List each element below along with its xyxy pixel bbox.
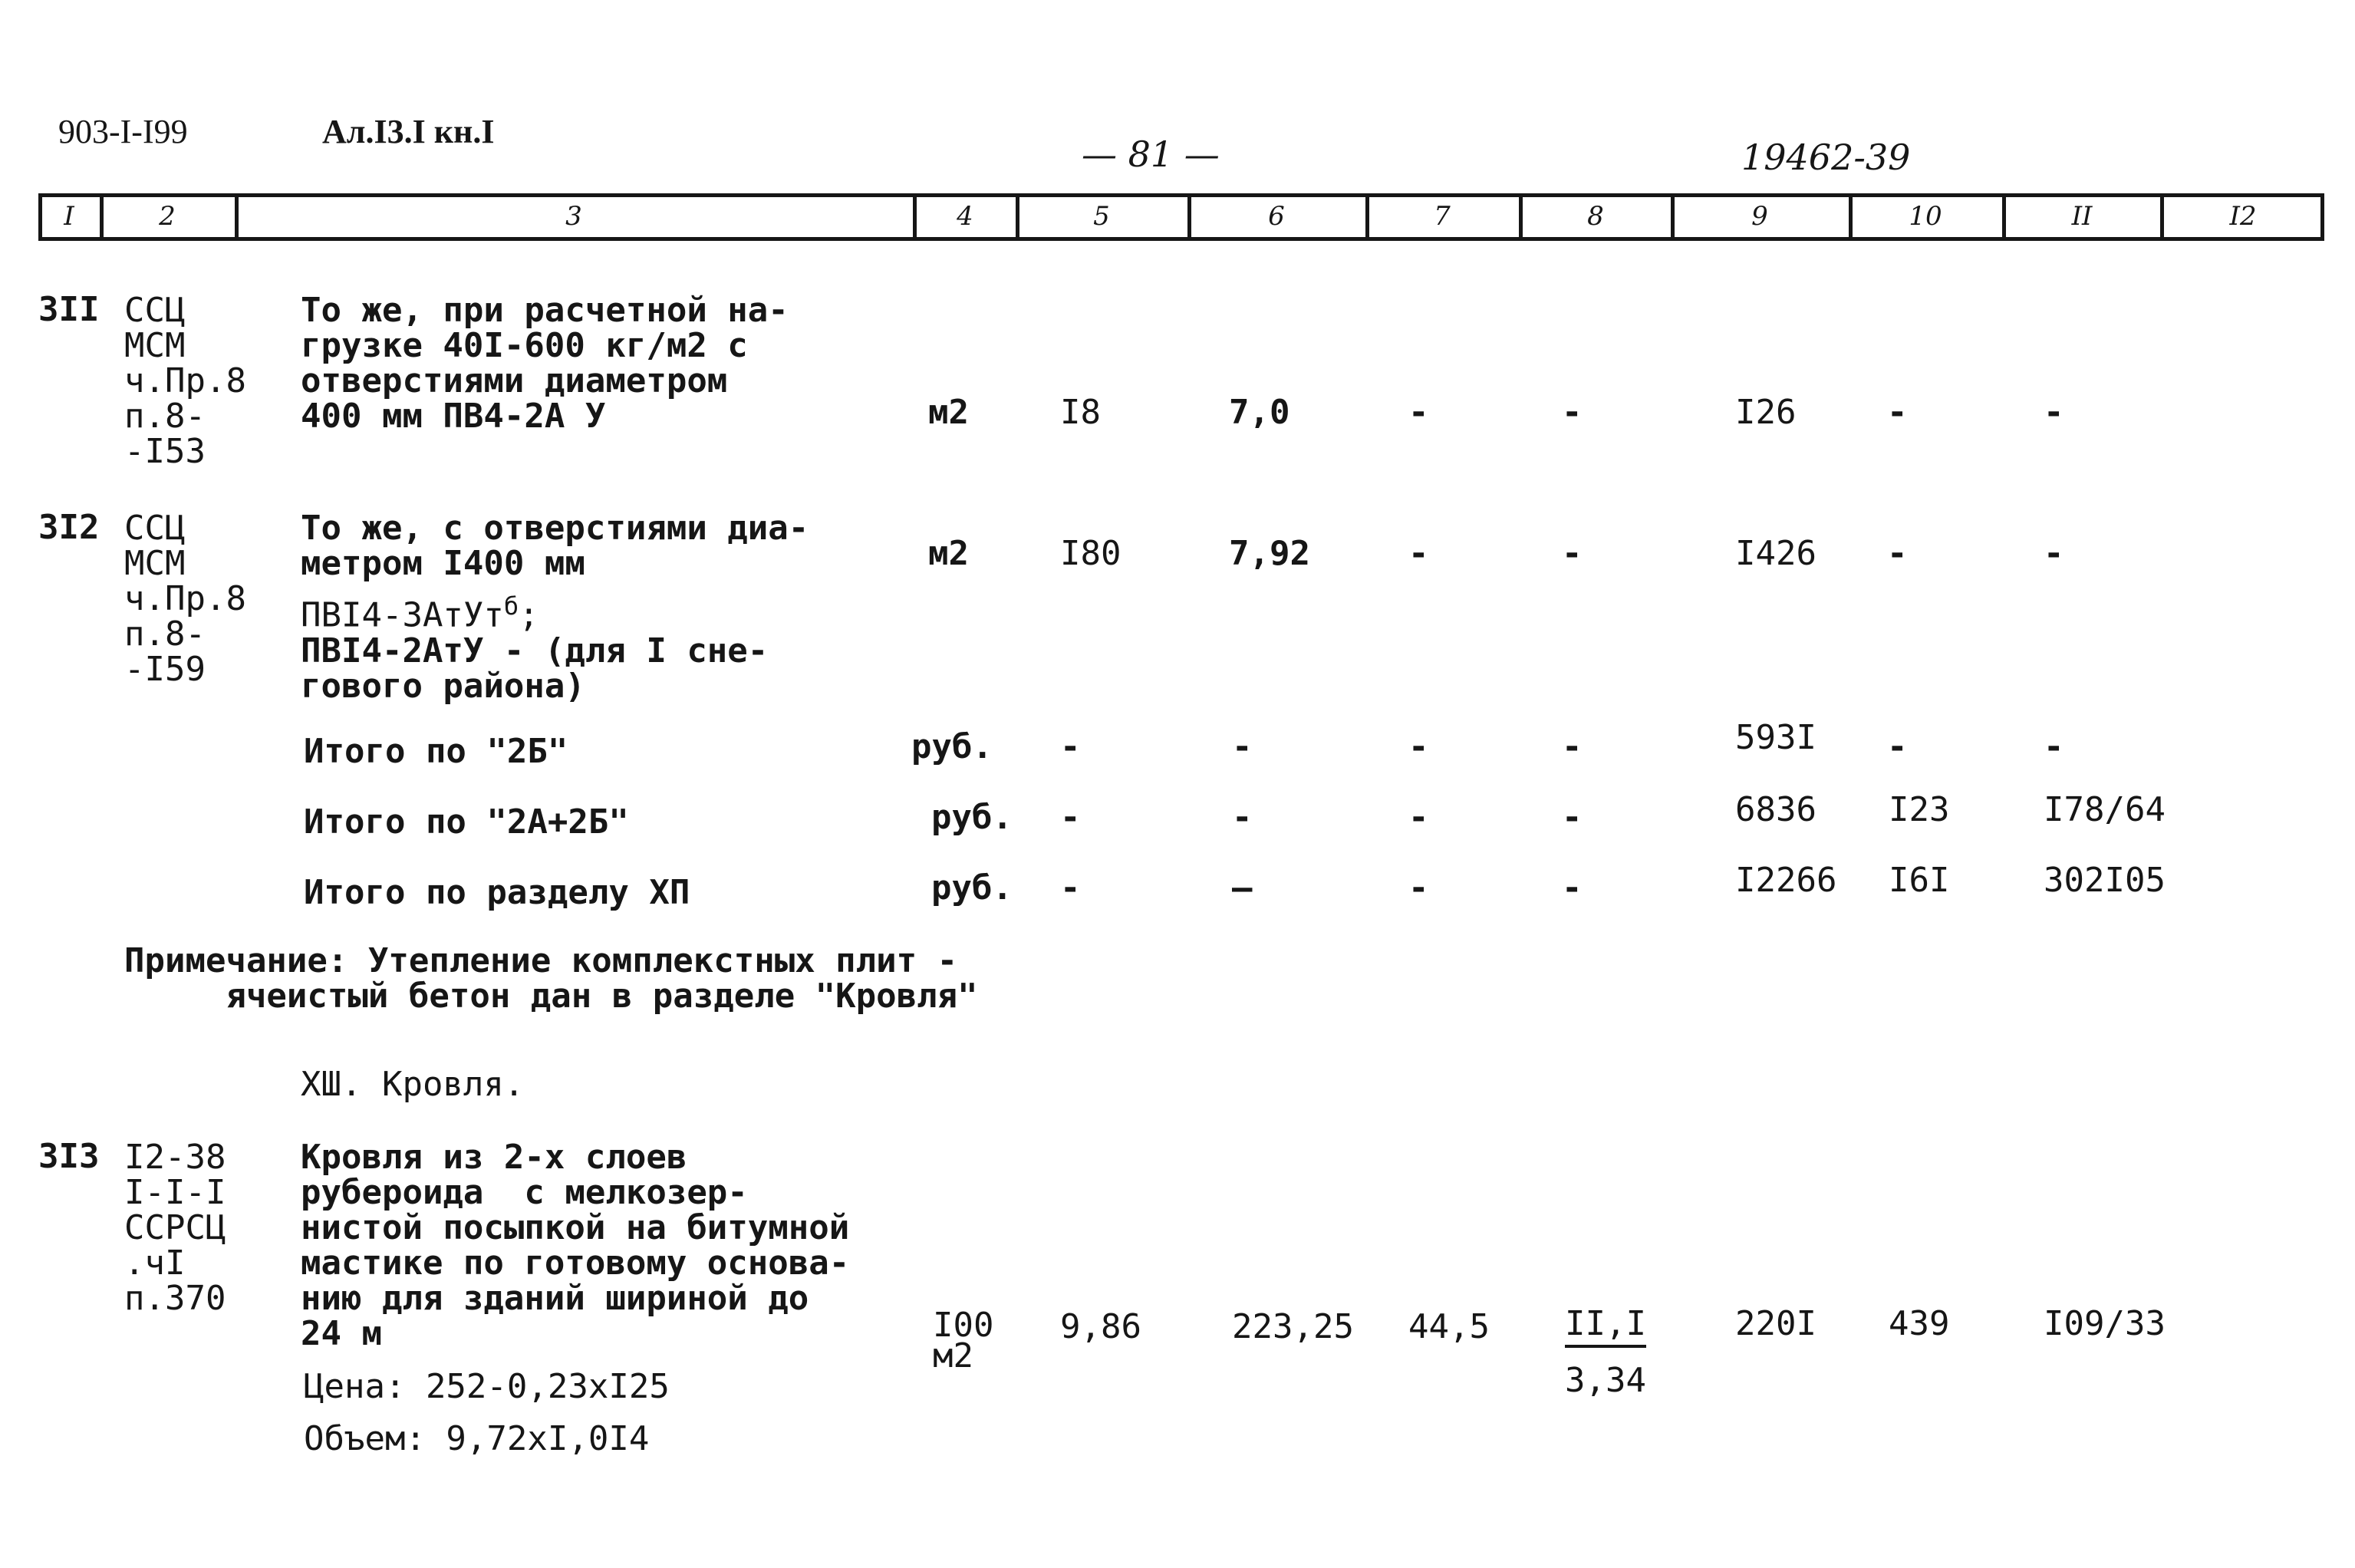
row-number: 3II <box>38 290 100 329</box>
cell-col7: - <box>1408 798 1429 837</box>
cell-col11: 302I05 <box>2044 861 2166 900</box>
row-description: То же, при расчетной на- грузке 40I-600 кг/м2 с отверстиями диаметром 400 мм ПВ4-2А У <box>301 291 789 436</box>
column-number: II <box>2071 201 2093 232</box>
volume-formula: Объем: 9,72хI,0I4 <box>304 1419 650 1458</box>
cell-col7: - <box>1408 534 1429 573</box>
note: Примечание: Утепление комплекстных плит - ячеистый бетон дан в разделе "Кровля" <box>124 941 978 1016</box>
cell-col11: - <box>2044 534 2064 573</box>
cell-col7: 44,5 <box>1408 1307 1490 1346</box>
column-divider <box>1671 193 1675 241</box>
column-divider <box>1519 193 1523 241</box>
stamp-number: 19462-39 <box>1741 137 1911 178</box>
cell-col5: - <box>1060 727 1081 766</box>
cell-col10: I23 <box>1889 790 1950 829</box>
cell-col7: - <box>1408 727 1429 766</box>
unit: руб. <box>931 798 1013 837</box>
cell-col10: - <box>1887 727 1908 766</box>
cell-col8: - <box>1562 534 1583 573</box>
column-number: 10 <box>1909 201 1942 232</box>
cell-col10: I6I <box>1889 861 1950 900</box>
cell-col6: - <box>1232 727 1253 766</box>
cell-col11: - <box>2044 727 2064 766</box>
cell-col8: - <box>1562 868 1583 908</box>
cell-col9: I26 <box>1735 393 1797 432</box>
unit: руб. <box>911 727 993 766</box>
cell-col10: - <box>1887 534 1908 573</box>
row-code: ССЦ МСМ ч.Пр.8 п.8- -I53 <box>124 291 246 471</box>
column-divider <box>1187 193 1191 241</box>
cell-col11: I78/64 <box>2044 790 2166 829</box>
column-divider <box>235 193 239 241</box>
cell-col6: 7,92 <box>1229 534 1310 573</box>
column-number: 3 <box>565 201 582 232</box>
price-formula: Цена: 252-0,23хI25 <box>304 1367 670 1406</box>
column-divider <box>2002 193 2006 241</box>
column-divider <box>100 193 104 241</box>
total-label: Итого по разделу ХП <box>304 873 690 912</box>
unit: руб. <box>931 868 1013 908</box>
row-description: То же, с отверстиями диа- метром I400 мм <box>301 509 809 583</box>
cell-col8: - <box>1562 727 1583 766</box>
column-header-row <box>38 193 2324 241</box>
cell-col8-numerator: II,I <box>1565 1307 1646 1341</box>
column-divider <box>1365 193 1369 241</box>
cell-col8: - <box>1562 393 1583 432</box>
cell-col9: 220I <box>1735 1304 1816 1343</box>
cell-col9: I426 <box>1735 534 1816 573</box>
column-divider <box>1849 193 1853 241</box>
section-title: ХШ. Кровля. <box>301 1065 525 1104</box>
row-description-mark: ПВI4-3АтУт$^б$; <box>301 591 539 635</box>
cell-col5: - <box>1060 798 1081 837</box>
row-description-note: ПВI4-2АтУ - (для I сне- гового района) <box>301 631 769 706</box>
unit: м2 <box>928 393 969 432</box>
unit: м2 <box>928 534 969 573</box>
column-divider <box>1016 193 1019 241</box>
cell-col11: I09/33 <box>2044 1304 2166 1343</box>
cell-col10: 439 <box>1889 1304 1950 1343</box>
cell-col10: - <box>1887 393 1908 432</box>
column-number: 9 <box>1751 201 1768 232</box>
cell-col5: I80 <box>1060 534 1122 573</box>
cell-col6: — <box>1232 868 1253 908</box>
column-number: 2 <box>159 201 176 232</box>
row-description: Кровля из 2-х слоев рубероида с мелкозер- нистой посыпкой на битумной мастике по готовому основа- нию для зданий шириной до 24 м <box>301 1138 850 1353</box>
total-label: Итого по "2Б" <box>304 732 568 771</box>
cell-col9: 6836 <box>1735 790 1816 829</box>
cell-col5: I8 <box>1060 393 1101 432</box>
row-code: I2-38 I-I-I ССРСЦ .чI п.370 <box>124 1138 226 1318</box>
cell-col8-denominator: 3,34 <box>1565 1361 1646 1400</box>
unit: I00 м2 <box>933 1306 994 1375</box>
cell-col11: - <box>2044 393 2064 432</box>
column-number: I <box>64 201 74 232</box>
cell-col6: - <box>1232 798 1253 837</box>
column-divider <box>2160 193 2164 241</box>
column-divider <box>913 193 917 241</box>
cell-col5: 9,86 <box>1060 1307 1141 1346</box>
column-number: 8 <box>1587 201 1604 232</box>
cell-col6: 223,25 <box>1232 1307 1354 1346</box>
total-label: Итого по "2А+2Б" <box>304 802 629 842</box>
cell-col6: 7,0 <box>1229 393 1290 432</box>
cell-col8: - <box>1562 798 1583 837</box>
row-number: 3I3 <box>38 1137 100 1176</box>
column-number: 4 <box>957 201 973 232</box>
album-ref: Ал.I3.I кн.I <box>322 113 495 150</box>
cell-col7: - <box>1408 393 1429 432</box>
doc-code: 903-I-I99 <box>58 113 188 150</box>
cell-col7: - <box>1408 868 1429 908</box>
cell-col9: I2266 <box>1735 861 1837 900</box>
row-code: ССЦ МСМ ч.Пр.8 п.8- -I59 <box>124 509 246 689</box>
cell-col5: - <box>1060 868 1081 908</box>
column-number: 6 <box>1268 201 1285 232</box>
column-number: 7 <box>1434 201 1451 232</box>
page-number: — 81 — <box>1082 133 1220 175</box>
row-number: 3I2 <box>38 508 100 547</box>
column-number: 5 <box>1093 201 1110 232</box>
column-number: I2 <box>2229 201 2257 232</box>
cell-col9: 593I <box>1735 718 1816 757</box>
